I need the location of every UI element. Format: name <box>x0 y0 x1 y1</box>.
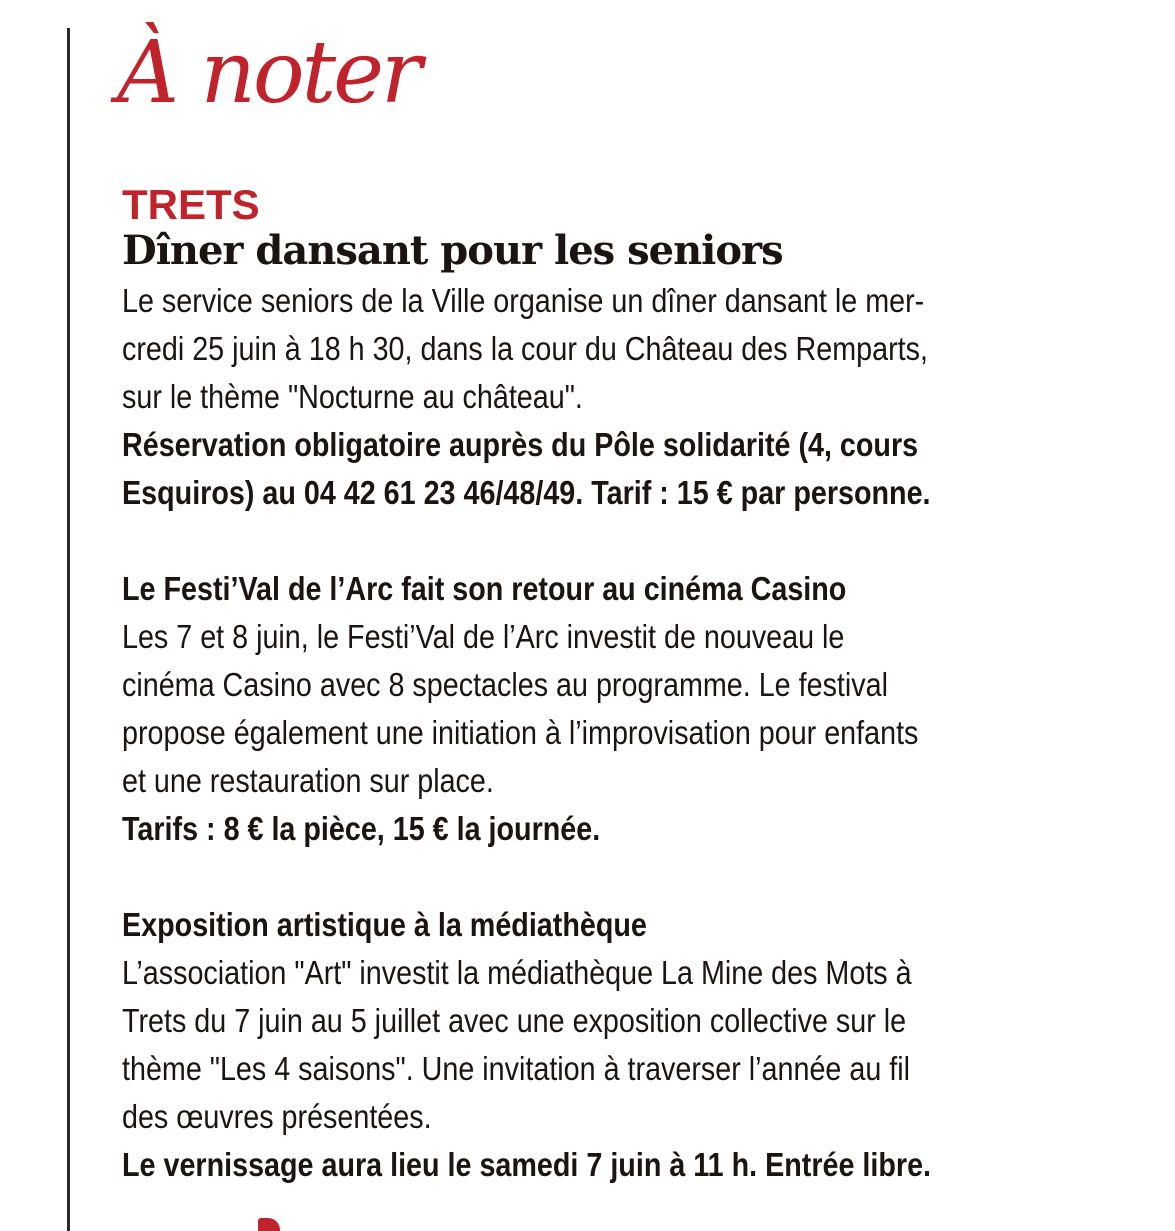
body-line: thème "Les 4 saisons". Une invitation à traverser l’année au fil <box>122 1050 911 1087</box>
body-line: sur le thème "Nocturne au château". <box>122 378 583 415</box>
body-line: L’association "Art" investit la médiathèque La Mine des Mots à <box>122 954 912 991</box>
article-list <box>122 183 1152 1189</box>
article-headline: Dîner dansant pour les seniors <box>122 227 783 274</box>
article-diner-dansant <box>122 183 1152 517</box>
article-subhead: Le Festi’Val de l’Arc fait son retour au cinéma Casino <box>122 570 847 607</box>
body-line: des œuvres présentées. <box>122 1098 432 1135</box>
article-subhead: Exposition artistique à la médiathèque <box>122 906 647 943</box>
article-kicker: TRETS <box>122 181 260 228</box>
info-line: Le vernissage aura lieu le samedi 7 juin à 11 h. Entrée libre. <box>122 1146 932 1183</box>
body-line: credi 25 juin à 18 h 30, dans la cour du Château des Remparts, <box>122 330 928 367</box>
section-title: À noter <box>117 23 420 123</box>
next-section-fragment <box>258 1218 280 1231</box>
body-line: Le service seniors de la Ville organise un dîner dansant le mer- <box>122 282 925 319</box>
body-line: Trets du 7 juin au 5 juillet avec une exposition collective sur le <box>122 1002 907 1039</box>
info-line: Esquiros) au 04 42 61 23 46/48/49. Tarif : 15 € par personne. <box>122 474 931 511</box>
body-line: Les 7 et 8 juin, le Festi’Val de l’Arc investit de nouveau le <box>122 618 845 655</box>
info-line: Réservation obligatoire auprès du Pôle solidarité (4, cours <box>122 426 919 463</box>
body-line: propose également une initiation à l’improvisation pour enfants <box>122 714 919 751</box>
article-festival <box>122 565 1152 853</box>
body-line: cinéma Casino avec 8 spectacles au programme. Le festival <box>122 666 888 703</box>
article-exposition <box>122 901 1152 1189</box>
column-rule <box>67 28 70 1231</box>
body-line: et une restauration sur place. <box>122 762 494 799</box>
info-line: Tarifs : 8 € la pièce, 15 € la journée. <box>122 810 601 847</box>
